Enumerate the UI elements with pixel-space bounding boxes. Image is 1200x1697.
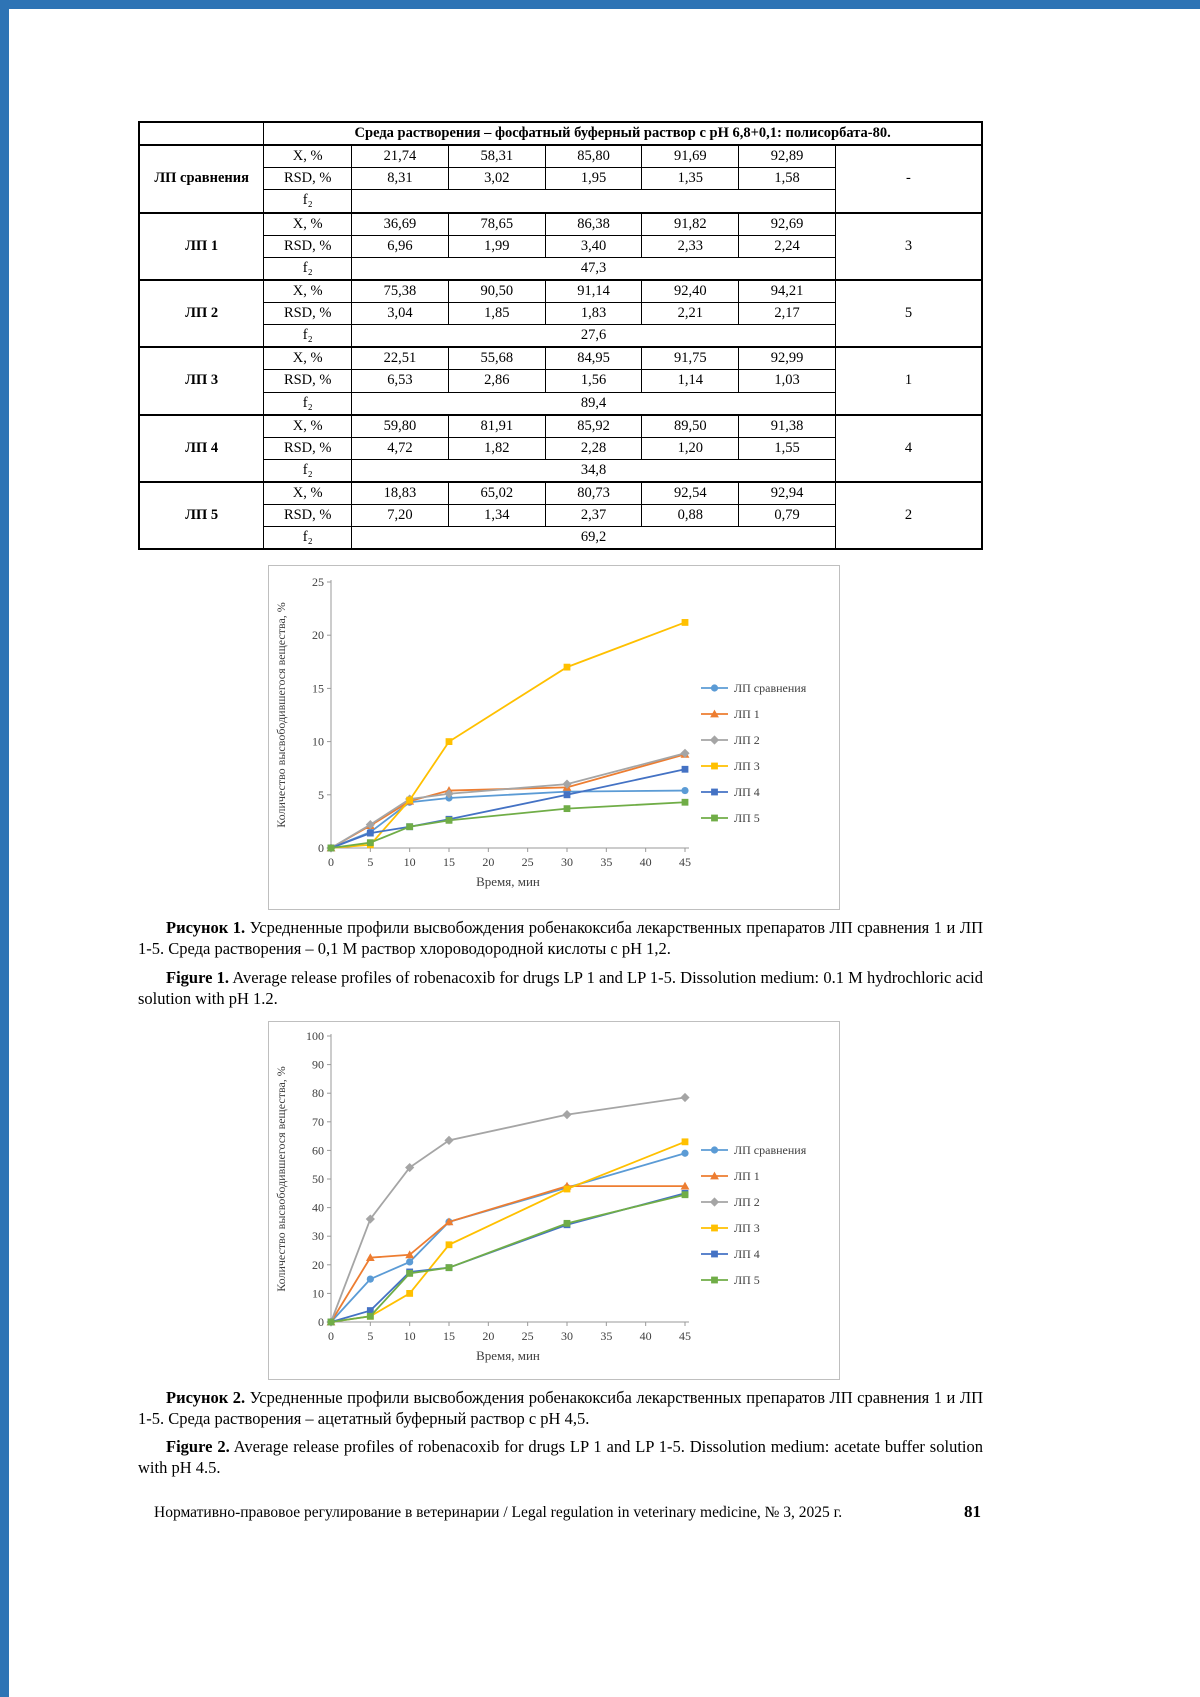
y-tick-label: 15 [312, 681, 324, 696]
rsd-value-cell: 1,82 [448, 437, 545, 459]
page-footer [138, 1502, 983, 1522]
group-name-cell: ЛП 2 [139, 280, 264, 347]
series-marker [562, 1110, 571, 1119]
series-line [331, 1097, 685, 1322]
rsd-value-cell: 1,56 [545, 370, 642, 392]
x-tick-label: 35 [600, 1328, 613, 1343]
figure2-text-ru: Усредненные профили высвобождения робенакоксиба лекарственных препаратов ЛП сравнения 1 и ЛП 1-5. Среда растворения – ацетатный буферный раствор с рН 4,5. [138, 1387, 983, 1428]
x-tick-label: 5 [367, 855, 374, 870]
f2-value-cell: 89,4 [352, 392, 836, 415]
series-marker [681, 787, 688, 794]
series-marker [406, 1290, 413, 1297]
legend-label: ЛП сравнения [734, 1142, 807, 1157]
x-axis-title: Время, мин [476, 874, 540, 890]
rsd-value-cell: 6,53 [352, 370, 449, 392]
series-marker [406, 797, 413, 804]
table-header-cell: Среда растворения – фосфатный буферный раствор с рН 6,8+0,1: полисорбата-80. [264, 122, 982, 145]
rank-cell: - [835, 145, 982, 212]
y-tick-label: 10 [312, 1286, 324, 1301]
rank-cell: 4 [835, 415, 982, 482]
row-label-rsd: RSD, % [264, 168, 352, 190]
x-value-cell: 86,38 [545, 213, 642, 236]
series-marker [446, 817, 453, 824]
row-label-f2: f₂ [264, 459, 352, 482]
series-marker [406, 1258, 413, 1265]
rsd-value-cell: 1,34 [448, 505, 545, 527]
row-label-x: X, % [264, 213, 352, 236]
legend-label: ЛП 1 [734, 1168, 760, 1183]
series-marker [367, 840, 374, 847]
row-label-rsd: RSD, % [264, 235, 352, 257]
y-tick-label: 5 [318, 788, 324, 803]
rank-cell: 2 [835, 482, 982, 549]
figure2-chart-box [268, 1021, 840, 1380]
x-value-cell: 92,99 [739, 347, 836, 370]
x-tick-label: 15 [443, 1328, 455, 1343]
series-marker [682, 619, 689, 626]
rsd-value-cell: 1,55 [739, 437, 836, 459]
x-tick-label: 25 [521, 855, 534, 870]
legend-label: ЛП 5 [734, 1272, 760, 1287]
figure1-label-ru: Рисунок 1. [166, 918, 246, 938]
rsd-value-cell: 2,21 [642, 303, 739, 325]
x-tick-label: 40 [639, 855, 652, 870]
y-tick-label: 0 [318, 841, 324, 856]
row-label-rsd: RSD, % [264, 303, 352, 325]
rsd-value-cell: 1,35 [642, 168, 739, 190]
page-content [138, 0, 983, 1522]
series-marker [564, 792, 571, 799]
series-marker [446, 1241, 453, 1248]
x-tick-label: 10 [403, 1328, 416, 1343]
legend-marker [711, 685, 718, 692]
legend-marker [710, 736, 719, 745]
x-value-cell: 18,83 [352, 482, 449, 505]
legend-label: ЛП 5 [734, 811, 760, 826]
figure2-text-en: Average release profiles of robenacoxib for drugs LP 1 and LP 1-5. Dissolution medium: acetate buffer solution with pH 4.5. [138, 1437, 983, 1478]
x-tick-label: 45 [679, 855, 691, 870]
y-tick-label: 50 [312, 1171, 324, 1186]
row-label-x: X, % [264, 347, 352, 370]
row-label-f2: f₂ [264, 257, 352, 280]
row-label-f2: f₂ [264, 190, 352, 213]
series-line [331, 754, 685, 849]
x-value-cell: 22,51 [352, 347, 449, 370]
y-tick-label: 30 [312, 1229, 324, 1244]
y-tick-label: 40 [312, 1200, 324, 1215]
x-value-cell: 91,75 [642, 347, 739, 370]
rsd-value-cell: 8,31 [352, 168, 449, 190]
rsd-value-cell: 1,20 [642, 437, 739, 459]
y-tick-label: 25 [312, 575, 324, 590]
x-value-cell: 84,95 [545, 347, 642, 370]
rsd-value-cell: 1,99 [448, 235, 545, 257]
rsd-value-cell: 1,83 [545, 303, 642, 325]
y-tick-label: 100 [306, 1028, 324, 1043]
figure1-text-ru: Усредненные профили высвобождения робенакоксиба лекарственных препаратов ЛП сравнения 1 и ЛП 1-5. Среда растворения – 0,1 М раствор хлороводородной кислоты с рН 1,2. [138, 918, 983, 959]
x-value-cell: 58,31 [448, 145, 545, 168]
series-marker [682, 766, 689, 773]
x-value-cell: 65,02 [448, 482, 545, 505]
series-marker [367, 1313, 374, 1320]
x-value-cell: 91,69 [642, 145, 739, 168]
y-tick-label: 60 [312, 1143, 324, 1158]
figure1-label-en: Figure 1. [166, 967, 230, 987]
x-tick-label: 30 [561, 1328, 573, 1343]
row-label-f2: f₂ [264, 325, 352, 348]
x-value-cell: 78,65 [448, 213, 545, 236]
series-marker [564, 1220, 571, 1227]
x-value-cell: 94,21 [739, 280, 836, 303]
series-marker [681, 1149, 688, 1156]
series-marker [682, 1191, 689, 1198]
x-tick-label: 5 [367, 1328, 374, 1343]
rsd-value-cell: 0,79 [739, 505, 836, 527]
f2-value-cell [352, 190, 836, 213]
series-marker [564, 1185, 571, 1192]
legend-marker [711, 1224, 718, 1231]
legend-marker [711, 763, 718, 770]
y-tick-label: 90 [312, 1057, 324, 1072]
rsd-value-cell: 6,96 [352, 235, 449, 257]
x-tick-label: 20 [482, 855, 495, 870]
y-tick-label: 0 [318, 1314, 324, 1329]
x-value-cell: 90,50 [448, 280, 545, 303]
rsd-value-cell: 1,14 [642, 370, 739, 392]
series-marker [328, 845, 335, 852]
x-value-cell: 92,54 [642, 482, 739, 505]
page-number: 81 [964, 1502, 981, 1522]
legend-label: ЛП сравнения [734, 681, 807, 696]
x-value-cell: 80,73 [545, 482, 642, 505]
series-line [331, 1195, 685, 1322]
figure1-caption-ru [138, 917, 983, 959]
release-profile-chart-2 [269, 1022, 837, 1374]
dissolution-results-table [138, 121, 983, 550]
legend-label: ЛП 2 [734, 733, 760, 748]
y-tick-label: 80 [312, 1086, 324, 1101]
rank-cell: 3 [835, 213, 982, 280]
rsd-value-cell: 2,37 [545, 505, 642, 527]
x-value-cell: 91,38 [739, 415, 836, 438]
figure1-text-en: Average release profiles of robenacoxib for drugs LP 1 and LP 1-5. Dissolution medium: 0.1 M hydrochloric acid solution with pH 1.2. [138, 967, 983, 1008]
x-tick-label: 20 [482, 1328, 495, 1343]
left-border-bar [0, 0, 9, 1697]
rsd-value-cell: 2,86 [448, 370, 545, 392]
series-marker [406, 1270, 413, 1277]
rank-cell: 5 [835, 280, 982, 347]
x-value-cell: 55,68 [448, 347, 545, 370]
row-label-x: X, % [264, 280, 352, 303]
rsd-value-cell: 0,88 [642, 505, 739, 527]
f2-value-cell: 34,8 [352, 459, 836, 482]
x-tick-label: 45 [679, 1328, 691, 1343]
f2-value-cell: 69,2 [352, 527, 836, 550]
x-tick-label: 10 [403, 855, 416, 870]
top-border-bar [0, 0, 1200, 9]
series-marker [682, 799, 689, 806]
series-line [331, 1193, 685, 1322]
legend-marker [711, 1250, 718, 1257]
legend-marker [711, 815, 718, 822]
legend-marker [711, 789, 718, 796]
figure2-caption-ru [138, 1387, 983, 1429]
x-value-cell: 75,38 [352, 280, 449, 303]
series-line [331, 791, 685, 848]
legend-label: ЛП 4 [734, 785, 760, 800]
rsd-value-cell: 1,85 [448, 303, 545, 325]
series-marker [446, 1264, 453, 1271]
rsd-value-cell: 2,28 [545, 437, 642, 459]
series-marker [682, 1138, 689, 1145]
legend-marker [711, 1146, 718, 1153]
rsd-value-cell: 3,02 [448, 168, 545, 190]
group-name-cell: ЛП 5 [139, 482, 264, 549]
series-marker [406, 824, 413, 831]
x-value-cell: 59,80 [352, 415, 449, 438]
x-value-cell: 92,40 [642, 280, 739, 303]
series-marker [367, 1275, 374, 1282]
figure1-caption-en [138, 967, 983, 1009]
series-marker [367, 830, 374, 837]
group-name-cell: ЛП 4 [139, 415, 264, 482]
series-marker [564, 664, 571, 671]
x-value-cell: 91,14 [545, 280, 642, 303]
y-tick-label: 20 [312, 628, 324, 643]
rsd-value-cell: 1,03 [739, 370, 836, 392]
x-tick-label: 25 [521, 1328, 534, 1343]
rsd-value-cell: 1,58 [739, 168, 836, 190]
row-label-rsd: RSD, % [264, 437, 352, 459]
row-label-x: X, % [264, 482, 352, 505]
rsd-value-cell: 3,40 [545, 235, 642, 257]
rsd-value-cell: 4,72 [352, 437, 449, 459]
rsd-value-cell: 3,04 [352, 303, 449, 325]
legend-label: ЛП 1 [734, 707, 760, 722]
y-tick-label: 70 [312, 1114, 324, 1129]
row-label-rsd: RSD, % [264, 505, 352, 527]
legend-label: ЛП 3 [734, 759, 760, 774]
series-line [331, 803, 685, 849]
group-name-cell: ЛП 3 [139, 347, 264, 414]
journal-footer-line: Нормативно-правовое регулирование в ветеринарии / Legal regulation in veterinary medicine, № 3, 2025 г. [154, 1504, 843, 1522]
figure2-label-en: Figure 2. [166, 1437, 230, 1457]
group-name-cell: ЛП 1 [139, 213, 264, 280]
y-axis-title: Количество высвободившегося вещества, % [274, 602, 288, 829]
rank-cell: 1 [835, 347, 982, 414]
x-tick-label: 35 [600, 855, 613, 870]
x-value-cell: 92,94 [739, 482, 836, 505]
figure2-label-ru: Рисунок 2. [166, 1387, 246, 1407]
rsd-value-cell: 1,95 [545, 168, 642, 190]
x-value-cell: 21,74 [352, 145, 449, 168]
row-label-rsd: RSD, % [264, 370, 352, 392]
x-value-cell: 91,82 [642, 213, 739, 236]
x-value-cell: 92,89 [739, 145, 836, 168]
x-tick-label: 0 [328, 855, 334, 870]
x-value-cell: 36,69 [352, 213, 449, 236]
series-marker [328, 1318, 335, 1325]
figure1-chart-box [268, 565, 840, 910]
row-label-f2: f₂ [264, 392, 352, 415]
legend-label: ЛП 4 [734, 1246, 760, 1261]
y-axis-title: Количество высвободившегося вещества, % [274, 1066, 288, 1292]
y-tick-label: 20 [312, 1257, 324, 1272]
rsd-value-cell: 7,20 [352, 505, 449, 527]
rsd-value-cell: 2,33 [642, 235, 739, 257]
legend-marker [711, 1276, 718, 1283]
x-tick-label: 40 [639, 1328, 652, 1343]
series-marker [680, 1093, 689, 1102]
series-marker [564, 806, 571, 813]
x-tick-label: 15 [443, 855, 455, 870]
table-corner-cell [139, 122, 264, 145]
rsd-value-cell: 2,24 [739, 235, 836, 257]
x-tick-label: 30 [561, 855, 573, 870]
row-label-x: X, % [264, 415, 352, 438]
x-value-cell: 85,80 [545, 145, 642, 168]
legend-label: ЛП 3 [734, 1220, 760, 1235]
legend-marker [710, 1197, 719, 1206]
x-value-cell: 92,69 [739, 213, 836, 236]
y-tick-label: 10 [312, 734, 324, 749]
f2-value-cell: 47,3 [352, 257, 836, 280]
series-marker [446, 739, 453, 746]
legend-label: ЛП 2 [734, 1194, 760, 1209]
rsd-value-cell: 2,17 [739, 303, 836, 325]
row-label-x: X, % [264, 145, 352, 168]
f2-value-cell: 27,6 [352, 325, 836, 348]
x-value-cell: 85,92 [545, 415, 642, 438]
x-tick-label: 0 [328, 1328, 334, 1343]
series-line [331, 755, 685, 849]
release-profile-chart-1 [269, 566, 837, 904]
x-axis-title: Время, мин [476, 1347, 540, 1363]
figure2-caption-en [138, 1436, 983, 1478]
row-label-f2: f₂ [264, 527, 352, 550]
group-name-cell: ЛП сравнения [139, 145, 264, 212]
x-value-cell: 89,50 [642, 415, 739, 438]
x-value-cell: 81,91 [448, 415, 545, 438]
